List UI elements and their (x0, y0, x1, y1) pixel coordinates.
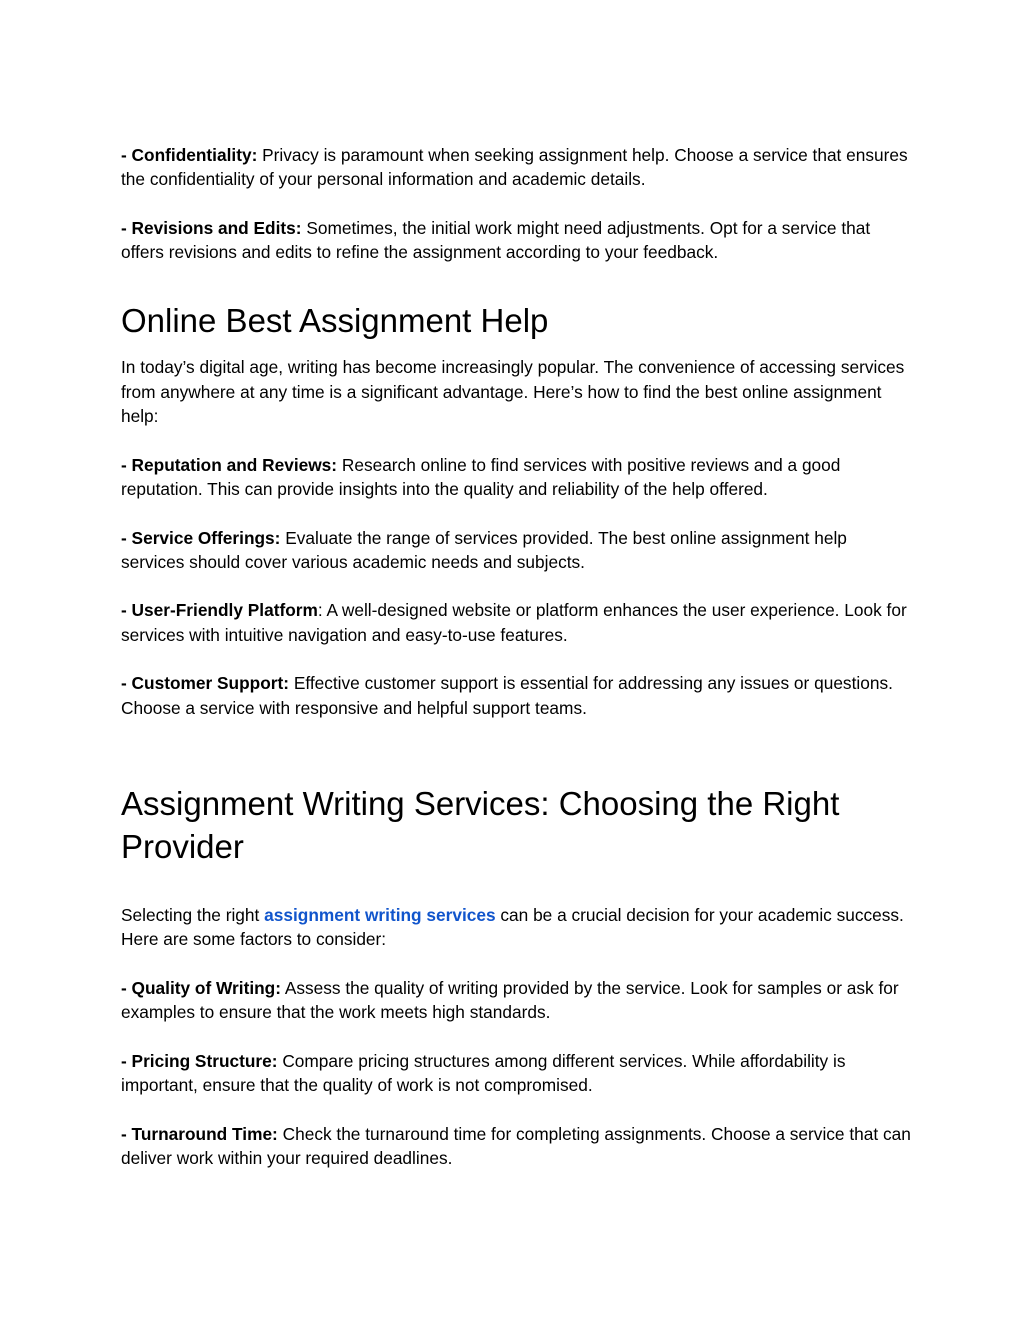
item-text: Sometimes, the initial work might need adjustments. Opt for a service that offers revisions and edits to refine the assignment according to your feedback. (121, 217, 871, 263)
item-text: Privacy is paramount when seeking assignment help. Choose a service that ensures the confidentiality of your personal information and academic details. (121, 145, 908, 190)
item-label: - Reputation and Reviews: (121, 454, 338, 475)
paragraph-user-friendly (121, 598, 911, 647)
item-text: : A well-designed website or platform enhances the user experience. Look for services with intuitive navigation and easy-to-use features. (121, 600, 907, 645)
paragraph-reputation (121, 453, 911, 502)
intro-text-before: Selecting the right (121, 904, 265, 925)
item-label: - User-Friendly Platform (121, 600, 318, 621)
paragraph-turnaround-time (121, 1122, 911, 1171)
item-text: Evaluate the range of services provided. The best online assignment help services should cover various academic needs and subjects. (121, 527, 847, 572)
intro-text-after: can be a crucial decision for your academic success. Here are some factors to consider: (121, 904, 904, 950)
paragraph-quality-of-writing (121, 976, 911, 1025)
heading-online-best-assignment-help: Online Best Assignment Help (121, 302, 549, 340)
item-text: Check the turnaround time for completing assignments. Choose a service that can deliver work within your required deadlines. (121, 1123, 911, 1168)
item-label: - Service Offerings: (121, 527, 281, 548)
item-text: Assess the quality of writing provided by the service. Look for samples or ask for examples to ensure that the work meets high standards. (121, 977, 899, 1023)
item-label: - Pricing Structure: (121, 1050, 278, 1071)
paragraph-confidentiality (121, 143, 911, 192)
item-label: - Revisions and Edits: (121, 217, 302, 238)
paragraph-revisions (121, 216, 911, 265)
paragraph-pricing-structure (121, 1049, 911, 1098)
item-text: Compare pricing structures among different services. While affordability is important, ensure that the quality of work is not compromised. (121, 1050, 846, 1096)
paragraph-service-offerings (121, 526, 911, 575)
item-text: Research online to find services with positive reviews and a good reputation. This can provide insights into the quality and reliability of the help offered. (121, 454, 841, 499)
paragraph-customer-support (121, 671, 911, 720)
item-label: - Quality of Writing: (121, 977, 281, 998)
paragraph-online-intro: In today’s digital age, writing has become increasingly popular. The convenience of accessing services from anywhere at any time is a significant advantage. Here’s how to find the best online assignment help: (121, 357, 905, 427)
heading-assignment-writing-services: Assignment Writing Services: Choosing the Right Provider (121, 784, 840, 865)
item-label: - Confidentiality: (121, 145, 258, 165)
document-page (121, 143, 911, 1170)
paragraph-selecting-intro (121, 903, 911, 952)
assignment-writing-services-link[interactable]: assignment writing services (264, 904, 496, 925)
item-text: Effective customer support is essential for addressing any issues or questions. Choose a service with responsive and helpful support teams. (121, 673, 893, 718)
item-label: - Turnaround Time: (121, 1123, 278, 1144)
item-label: - Customer Support: (121, 673, 290, 694)
